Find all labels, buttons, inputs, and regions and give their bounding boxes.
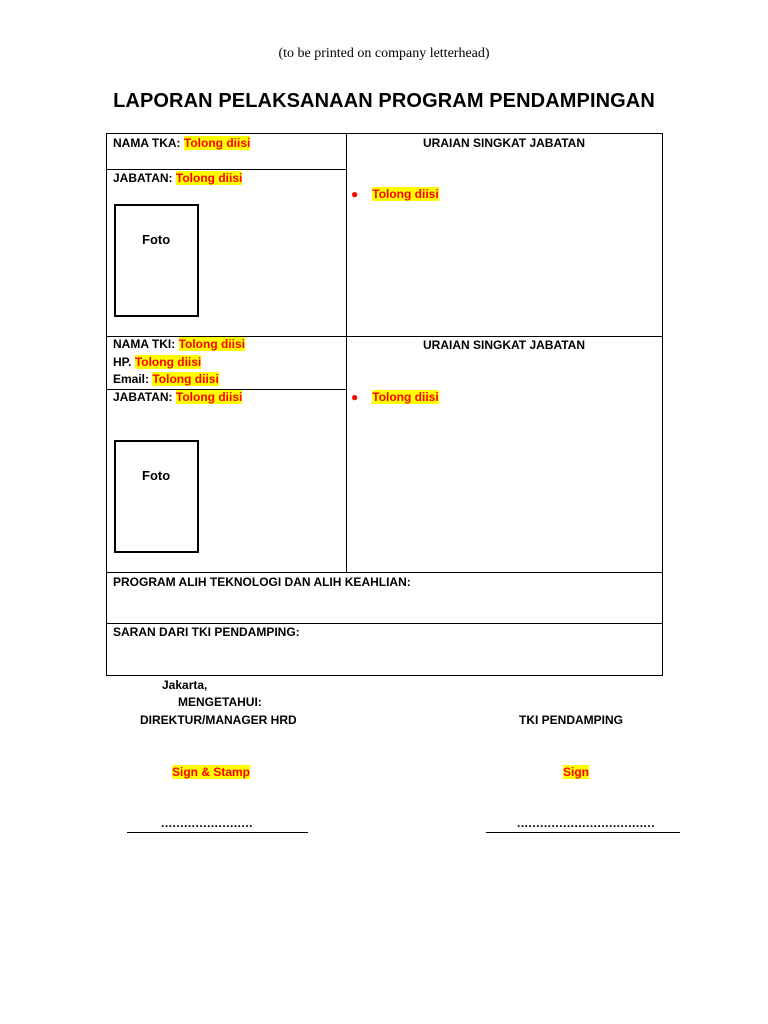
tki-jabatan-row: [113, 389, 242, 406]
tka-photo-label: Foto: [142, 232, 171, 247]
tki-hp-label: HP.: [113, 355, 132, 369]
saran-label: SARAN DARI TKI PENDAMPING:: [113, 625, 300, 639]
right-sign-dots: ....................................: [517, 816, 656, 830]
tka-jabatan-row: [113, 170, 242, 187]
tki-name-label: NAMA TKI:: [113, 337, 176, 351]
tka-uraian-item: [351, 187, 439, 201]
program-label: PROGRAM ALIH TEKNOLOGI DAN ALIH KEAHLIAN:: [113, 575, 411, 589]
right-sign-field[interactable]: Sign: [563, 765, 589, 779]
tki-hp-row: [113, 354, 201, 371]
left-sign-field[interactable]: Sign & Stamp: [172, 765, 251, 779]
tka-jabatan-label: JABATAN:: [113, 171, 173, 185]
letterhead-note: (to be printed on company letterhead): [278, 46, 490, 61]
tka-name-row: [113, 135, 250, 152]
right-sign-line: [486, 832, 680, 833]
footer-city: Jakarta,: [162, 678, 208, 692]
table-border-right: [662, 133, 663, 676]
tka-photo-box[interactable]: [114, 204, 199, 317]
tki-name-row: [113, 336, 245, 353]
footer-left-role: DIREKTUR/MANAGER HRD: [140, 713, 297, 727]
bullet-icon: ●: [351, 187, 359, 201]
tka-jabatan-field[interactable]: Tolong diisi: [175, 171, 243, 185]
tki-name-field[interactable]: Tolong diisi: [178, 337, 245, 351]
tki-uraian-item: [351, 390, 439, 404]
tka-uraian-header: URAIAN SINGKAT JABATAN: [423, 136, 585, 150]
footer-right-role: TKI PENDAMPING: [519, 713, 624, 727]
tka-name-label: NAMA TKA:: [113, 136, 181, 150]
left-sign-dots: ........................: [161, 816, 254, 830]
document-title: LAPORAN PELAKSANAAN PROGRAM PENDAMPINGAN: [113, 90, 655, 112]
tki-jabatan-label: JABATAN:: [113, 390, 173, 404]
footer-mengetahui: MENGETAHUI:: [178, 695, 262, 709]
tka-name-field[interactable]: Tolong diisi: [183, 136, 251, 150]
tki-uraian-field[interactable]: Tolong diisi: [372, 390, 439, 404]
tki-photo-box[interactable]: [114, 440, 199, 553]
tki-email-label: Email:: [113, 372, 150, 386]
tki-hp-field[interactable]: Tolong diisi: [134, 355, 202, 369]
tki-jabatan-field[interactable]: Tolong diisi: [175, 390, 243, 404]
table-border-left: [106, 133, 107, 676]
table-border-top: [106, 133, 663, 134]
table-border-bottom: [106, 675, 663, 676]
left-sign-line: [127, 832, 308, 833]
tki-uraian-header: URAIAN SINGKAT JABATAN: [423, 338, 585, 352]
tki-email-field[interactable]: Tolong diisi: [152, 372, 219, 386]
divider-program: [106, 572, 663, 573]
tka-uraian-field[interactable]: Tolong diisi: [372, 187, 439, 201]
table-column-divider: [346, 133, 347, 572]
tki-photo-label: Foto: [142, 468, 171, 483]
tki-email-row: [113, 371, 219, 388]
bullet-icon: ●: [351, 390, 359, 404]
report-table: [106, 133, 663, 676]
